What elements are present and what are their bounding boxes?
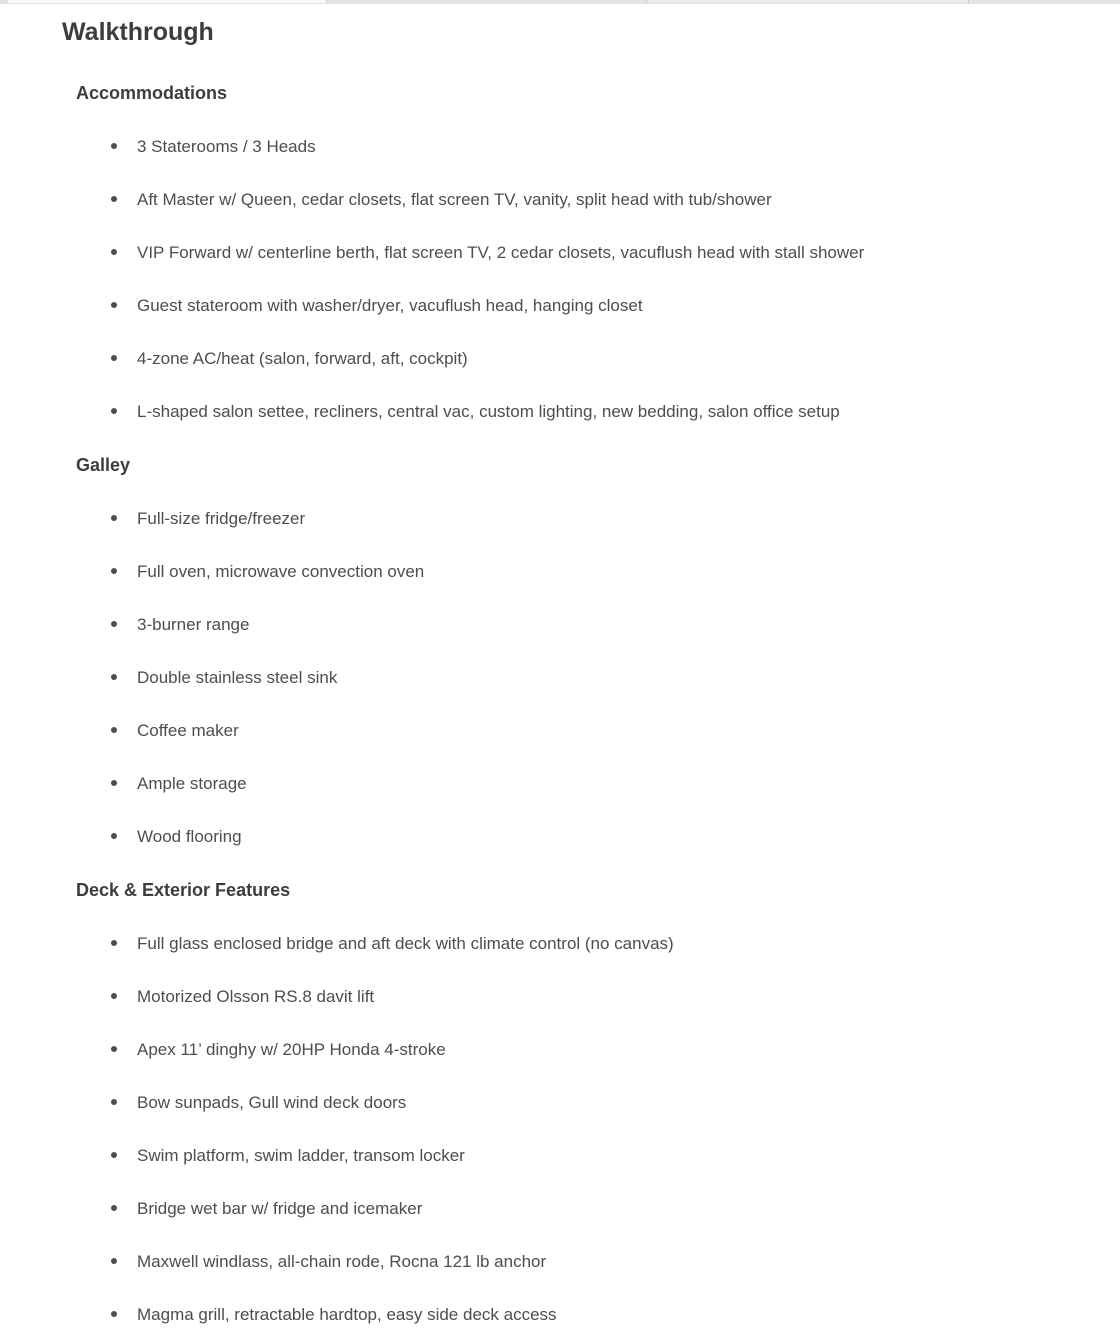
- deck-exterior-list: [0, 934, 1120, 1324]
- list-item: Full-size fridge/freezer: [137, 509, 1100, 528]
- tab-segment-3[interactable]: [646, 0, 968, 3]
- list-item: Double stainless steel sink: [137, 668, 1100, 687]
- list-item: 3-burner range: [137, 615, 1100, 634]
- list-item: Guest stateroom with washer/dryer, vacuflush head, hanging closet: [137, 296, 1100, 315]
- list-item: Bow sunpads, Gull wind deck doors: [137, 1093, 1100, 1112]
- list-item: Magma grill, retractable hardtop, easy side deck access: [137, 1305, 1100, 1324]
- tab-segment-4[interactable]: [968, 0, 1120, 3]
- section-heading-galley: Galley: [76, 455, 131, 475]
- section-heading-accommodations: Accommodations: [76, 83, 228, 103]
- tab-segment-active[interactable]: [8, 0, 326, 3]
- tab-segment-edge[interactable]: [0, 0, 8, 3]
- list-item: 4-zone AC/heat (salon, forward, aft, cockpit): [137, 349, 1100, 368]
- page-title: Walkthrough: [62, 18, 214, 46]
- section-galley: [0, 455, 1120, 846]
- list-item: Full oven, microwave convection oven: [137, 562, 1100, 581]
- list-item: Coffee maker: [137, 721, 1100, 740]
- tab-bar-edge: [0, 0, 1120, 4]
- list-item: Swim platform, swim ladder, transom locker: [137, 1146, 1100, 1165]
- list-item: VIP Forward w/ centerline berth, flat screen TV, 2 cedar closets, vacuflush head with stall shower: [137, 243, 1100, 262]
- tab-segment-2[interactable]: [326, 0, 646, 3]
- accommodations-list: [0, 137, 1120, 421]
- section-accommodations: [0, 83, 1120, 421]
- section-heading-deck-exterior: Deck & Exterior Features: [76, 880, 291, 900]
- list-item: L-shaped salon settee, recliners, central vac, custom lighting, new bedding, salon office setup: [137, 402, 1100, 421]
- list-item: 3 Staterooms / 3 Heads: [137, 137, 1100, 156]
- walkthrough-content: [0, 17, 1120, 1324]
- galley-list: [0, 509, 1120, 846]
- list-item: Motorized Olsson RS.8 davit lift: [137, 987, 1100, 1006]
- list-item: Ample storage: [137, 774, 1100, 793]
- list-item: Apex 11’ dinghy w/ 20HP Honda 4-stroke: [137, 1040, 1100, 1059]
- list-item: Full glass enclosed bridge and aft deck with climate control (no canvas): [137, 934, 1100, 953]
- list-item: Wood flooring: [137, 827, 1100, 846]
- list-item: Maxwell windlass, all-chain rode, Rocna 121 lb anchor: [137, 1252, 1100, 1271]
- list-item: Aft Master w/ Queen, cedar closets, flat screen TV, vanity, split head with tub/shower: [137, 190, 1100, 209]
- section-deck-exterior: [0, 880, 1120, 1324]
- list-item: Bridge wet bar w/ fridge and icemaker: [137, 1199, 1100, 1218]
